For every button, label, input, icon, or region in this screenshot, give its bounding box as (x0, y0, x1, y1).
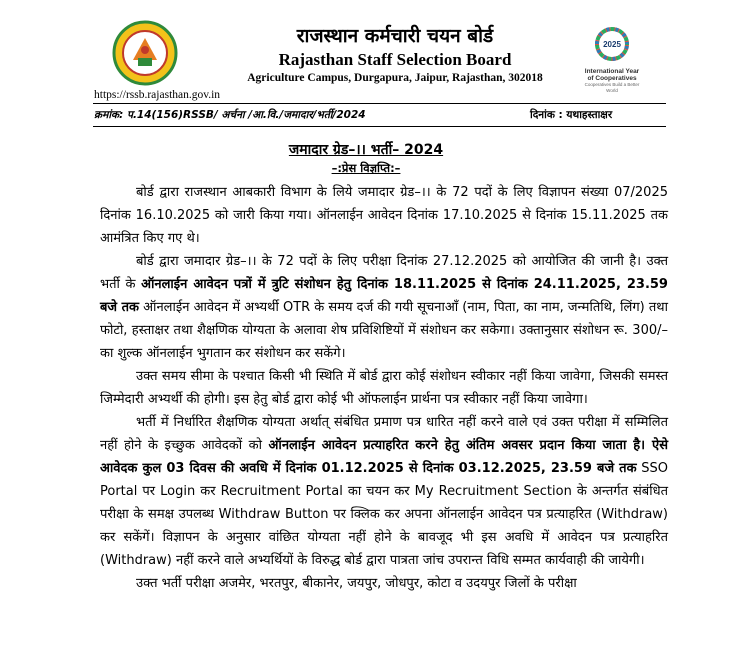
paragraph-2-highlight: ऑनलाईन आवेदन पत्रों में त्रुटि संशोधन हेतु दिनांक 18.11.2025 से दिनांक 24.11.2025, 23.59 बजे तक (100, 277, 668, 315)
board-address: Agriculture Campus, Durgapura, Jaipur, Rajasthan, 302018 (247, 72, 543, 84)
notice-title (0, 140, 732, 159)
cooperatives-ring-icon (592, 26, 632, 64)
paragraph-2 (100, 250, 668, 365)
divider (93, 103, 666, 104)
letterhead (0, 0, 732, 105)
website-link[interactable]: https://rssb.rajasthan.gov.in (94, 89, 221, 101)
cooperatives-logo (583, 26, 641, 94)
notice-title-text: जमादार ग्रेड–।। भर्ती– 2024 (288, 142, 444, 158)
coop-line-2: of Cooperatives (587, 75, 637, 82)
coop-tagline: Cooperatives Build a Better World (584, 82, 640, 93)
board-title-block (230, 24, 560, 86)
reference-date: दिनांक : यथाहस्ताक्षर (530, 109, 613, 121)
paragraph-3: उक्त समय सीमा के पश्चात किसी भी स्थिति में बोर्ड द्वारा कोई संशोधन स्वीकार नहीं किया जावेगा, जिसकी समस्त जिम्मेदारी अभ्यर्थी की होगी। इस हेतु बोर्ड द्वारा कोई भी ऑफलाईन प्रार्थना पत्र स्वीकार नहीं किया जावेगा। (100, 369, 668, 407)
board-name-hindi: राजस्थान कर्मचारी चयन बोर्ड (296, 25, 494, 47)
notice-subtitle-text: –:प्रेस विज्ञप्ति:– (331, 161, 401, 175)
coop-line-1: International Year (584, 68, 640, 75)
paragraph-4-highlight: ऑनलाईन आवेदन प्रत्याहरित करने हेतु अंतिम अवसर प्रदान किया जाता है। ऐसे आवेदक कुल 03 दिवस की अवधि में दिनांक 01.12.2025 से दिनांक 03.12.2025, 23.59 बजे तक (100, 438, 668, 476)
coop-year: 2025 (603, 40, 621, 49)
board-name-english: Rajasthan Staff Selection Board (278, 50, 512, 69)
divider (93, 126, 666, 127)
paragraph-2-text: ऑनलाईन आवेदन में अभ्यर्थी OTR के समय दर्ज की गयी सूचनाऑं (नाम, पिता, का नाम, जन्मतिथि, लिंग) तथा फोटो, हस्ताक्षर तथा शैक्षणिक योग्यता के अलावा शेष प्रविशिष्टियों में संशोधन कर सकेगा। उक्तानुसार संशोधन रू. 300/– का शुल्क ऑनलाईन भुगतान कर संशोधन कर सकेंगे। (100, 300, 668, 361)
notice-subtitle (0, 161, 732, 176)
rssb-emblem-icon (112, 20, 178, 86)
paragraph-4 (100, 411, 668, 572)
paragraph-4-text: भर्ती में निर्धारित शैक्षणिक योग्यता अर्थात् संबंधित प्रमाण पत्र धारित नहीं करने वाले एवं उक्त परीक्षा में सम्मिलित नहीं होने के इच्छुक आवेदकों को (100, 415, 668, 453)
paragraph-4-text: SSO Portal पर Login कर Recruitment Portal का चयन कर My Recruitment Section के अन्तर्गत संबंधित परीक्षा के समक्ष उपलब्ध Withdraw Button पर क्लिक कर अपना ऑनलाईन आवेदन पत्र प्रत्याहरित (Withdraw) कर सकेंगें। विज्ञापन के अनुसार वांछित योग्यता नहीं होने के बावजूद भी इस अवधि में आवेदन पत्र प्रत्याहरित (Withdraw) नहीं करने वाले अभ्यर्थियों के विरुद्ध बोर्ड द्वारा पात्रता जांच उपरान्त विधि सम्मत कार्यवाही की जायेगी। (100, 461, 668, 568)
paragraph-2-text: बोर्ड द्वारा जमादार ग्रेड–।। के 72 पदों के लिए परीक्षा दिनांक 27.12.2025 को आयोजित की जानी है। उक्त भर्ती के (100, 254, 668, 292)
paragraph-1: बोर्ड द्वारा राजस्थान आबकारी विभाग के लिये जमादार ग्रेड–।। के 72 पदों के लिए विज्ञापन संख्या 07/2025 दिनांक 16.10.2025 को जारी किया गया। ऑनलाईन आवेदन दिनांक 17.10.2025 से दिनांक 15.11.2025 तक आमंत्रित किए गए थे। (100, 185, 668, 246)
reference-number: क्रमांक: प.14(156)RSSB/ अर्चना /आ.वि./जमादार/भर्ती/2024 (94, 109, 366, 121)
paragraph-5: उक्त भर्ती परीक्षा अजमेर, भरतपुर, बीकानेर, जयपुर, जोधपुर, कोटा व उदयपुर जिलों के परीक्षा (136, 576, 577, 591)
notice-body (100, 181, 668, 595)
